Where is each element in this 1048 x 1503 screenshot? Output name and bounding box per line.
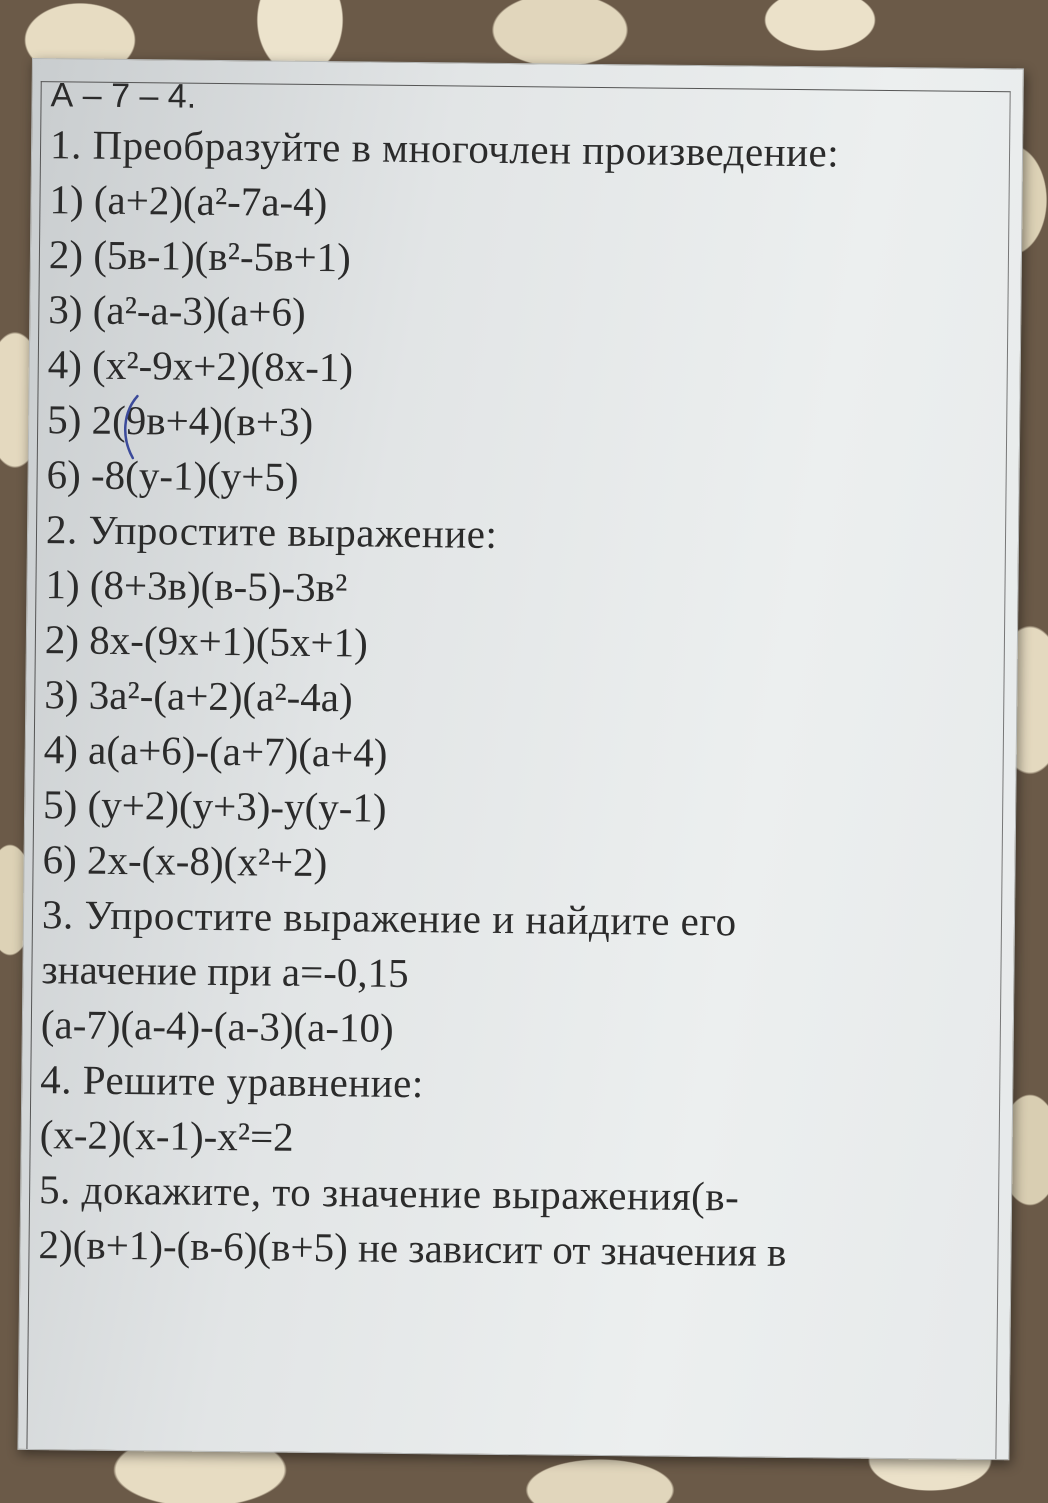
- task2-heading: 2. Упростите выражение:: [45, 506, 498, 557]
- worksheet-paper: [17, 58, 1024, 1460]
- variant-code: А – 7 – 4.: [50, 76, 197, 116]
- task5-text-line2: 2)(в+1)-(в-6)(в+5) не зависит от значения в: [38, 1221, 787, 1275]
- task1-item: 4) (х²-9х+2)(8х-1): [47, 341, 354, 391]
- task2-item: 1) (8+3в)(в-5)-3в²: [45, 561, 348, 611]
- task4-heading: 4. Решите уравнение:: [40, 1056, 425, 1107]
- task1-item: 5) 2(9в+4)(в+3): [46, 396, 314, 445]
- task2-item: 4) а(а+6)-(а+7)(а+4): [43, 726, 388, 776]
- task1-item: 1) (а+2)(а²-7а-4): [49, 176, 328, 226]
- task3-heading: 3. Упростите выражение и найдите его: [41, 891, 737, 945]
- task1-item: 3) (а²-а-3)(а+6): [48, 286, 306, 335]
- task3-heading-continued: значение при а=-0,15: [41, 946, 409, 996]
- task1-heading: 1. Преобразуйте в многочлен произведение:: [49, 121, 840, 176]
- worksheet-content: [38, 73, 1013, 1282]
- task3-expression: (а-7)(а-4)-(а-3)(а-10): [40, 1001, 394, 1051]
- task1-item: 2) (5в-1)(в²-5в+1): [48, 231, 351, 281]
- task2-item: 5) (у+2)(у+3)-у(у-1): [42, 781, 387, 831]
- task2-item: 2) 8х-(9х+1)(5х+1): [44, 616, 369, 666]
- task4-equation: (х-2)(х-1)-х²=2: [39, 1111, 294, 1160]
- task2-item: 6) 2х-(х-8)(х²+2): [42, 836, 328, 886]
- task5-text-line1: 5. докажите, то значение выражения(в-: [38, 1166, 740, 1220]
- task2-item: 3) 3а²-(а+2)(а²-4а): [44, 671, 353, 721]
- task1-item: 6) -8(у-1)(у+5): [46, 451, 299, 500]
